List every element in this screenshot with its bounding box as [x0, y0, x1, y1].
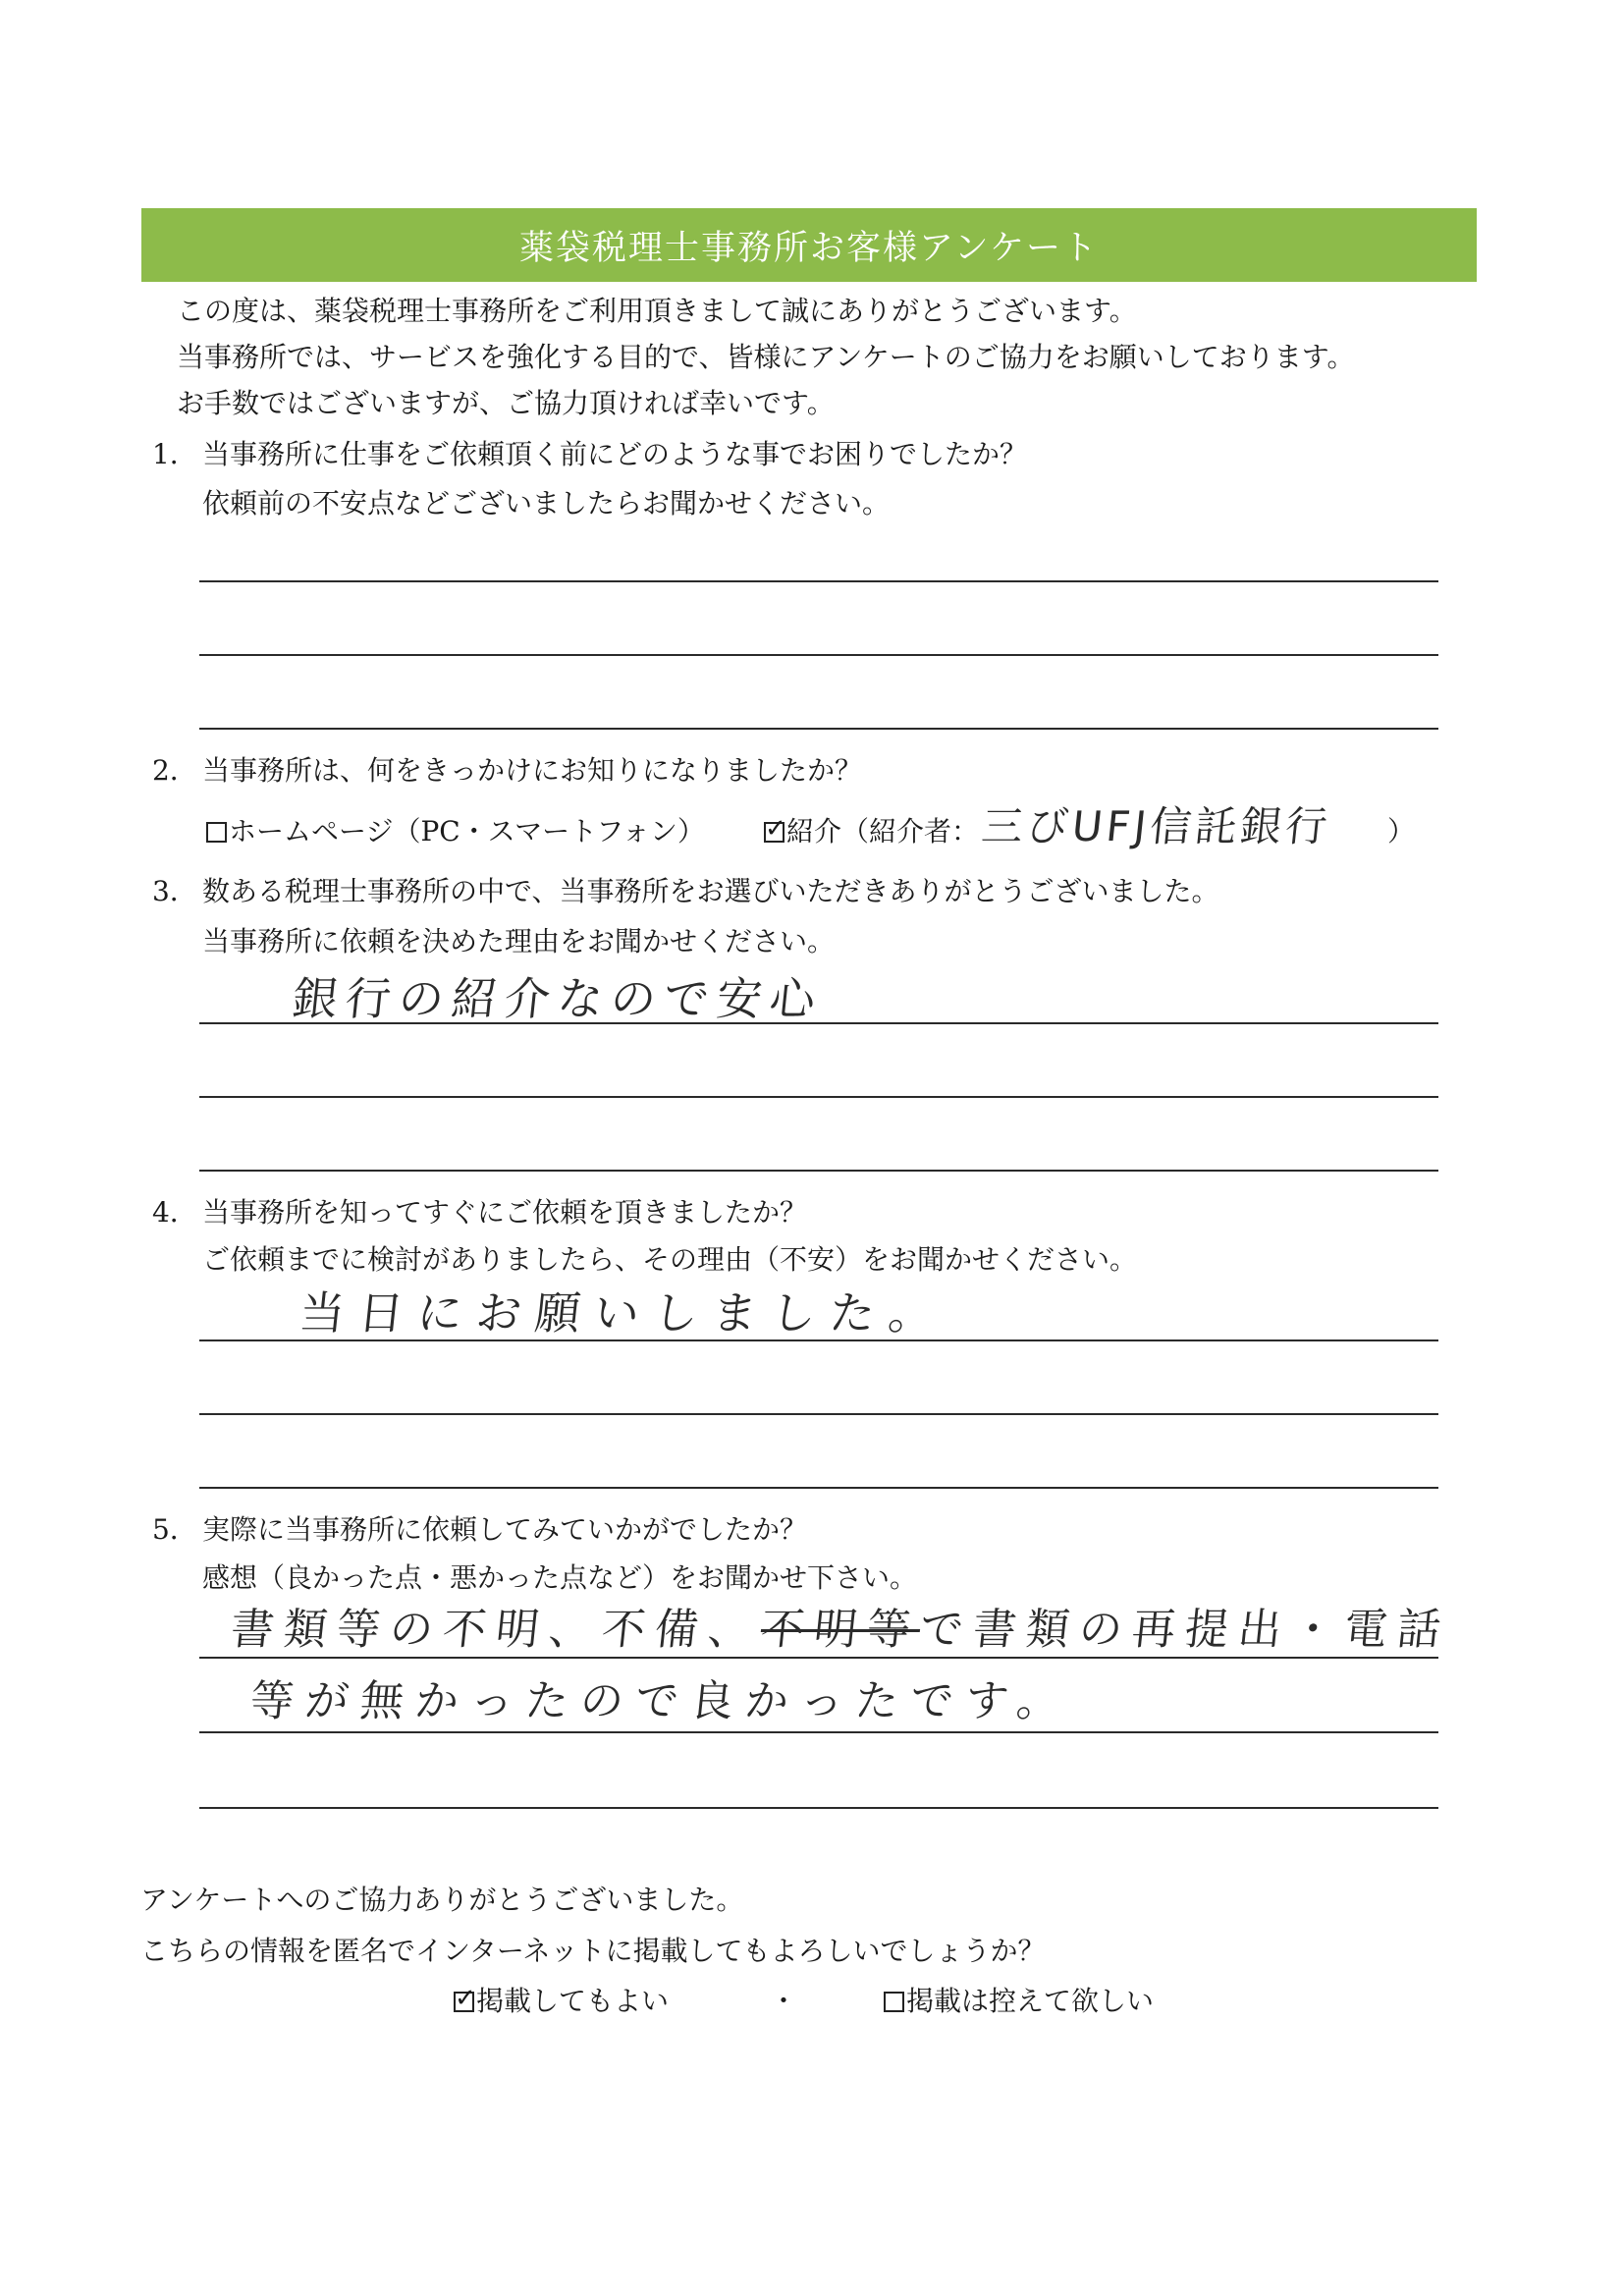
q1-answer-line-1: [199, 580, 1438, 582]
q5-answer-line-2: [199, 1731, 1438, 1733]
q3-answer-line-3: [199, 1170, 1438, 1172]
intro-line-1: この度は、薬袋税理士事務所をご利用頂きまして誠にありがとうございます。: [177, 295, 1137, 327]
intro-line-3: お手数ではございますが、ご協力頂ければ幸いです。: [177, 387, 835, 419]
closing-thanks: アンケートへのご協力ありがとうございました。: [140, 1884, 744, 1916]
q1-question: 当事務所に仕事をご依頼頂く前にどのような事でお困りでしたか？: [202, 438, 1028, 470]
q1-answer-line-2: [199, 654, 1438, 656]
q4-subquestion: ご依頼までに検討がありましたら、その理由（不安）をお聞かせください。: [202, 1243, 1138, 1276]
q5-answer-1a: 書類等の不明、不備、: [228, 1605, 764, 1655]
checkmark-icon: ✓: [455, 1984, 476, 2013]
referral-close-paren: ）: [1387, 815, 1416, 847]
option-separator: ・: [770, 1985, 798, 2017]
q3-answer-line-2: [199, 1096, 1438, 1098]
q1-subquestion: 依頼前の不安点などございましたらお聞かせください。: [202, 487, 891, 519]
q5-subquestion: 感想（良かった点・悪かった点など）をお聞かせ下さい。: [202, 1561, 918, 1594]
q5-answer-1b: で書類の再提出・電話: [917, 1605, 1453, 1655]
q2-option-referral[interactable]: [764, 815, 979, 848]
referral-label: 紹介（紹介者：: [786, 815, 980, 847]
q2-option-homepage[interactable]: [206, 815, 705, 848]
referrer-handwriting: 三びUFJ信託銀行: [979, 802, 1333, 850]
q5-number: 5．: [152, 1513, 197, 1546]
q1-number: 1．: [152, 438, 197, 470]
q5-answer-line-1: [199, 1657, 1438, 1659]
publish-ok-checkbox[interactable]: [454, 1984, 476, 2013]
homepage-checkbox[interactable]: [206, 822, 227, 843]
intro-line-2: 当事務所では、サービスを強化する目的で、皆様にアンケートのご協力をお願いしております。: [177, 341, 1355, 373]
q2-question: 当事務所は、何をきっかけにお知りになりましたか？: [202, 754, 863, 787]
q5-answer-handwriting-2: 等が無かったので良かったです。: [247, 1676, 1075, 1726]
q3-number: 3．: [152, 875, 197, 907]
q5-answer-handwriting-1: [228, 1604, 1453, 1657]
publish-ng-label: 掲載は控えて欲しい: [906, 1985, 1155, 2017]
homepage-label: ホームページ（PC・スマートフォン）: [229, 815, 705, 847]
q4-answer-line-2: [199, 1413, 1438, 1415]
publish-ng-option[interactable]: [884, 1985, 1154, 2018]
q4-answer-handwriting: 当日にお願いしました。: [297, 1286, 950, 1339]
q3-answer-line-1: [199, 1022, 1438, 1024]
survey-title: 薬袋税理士事務所お客様アンケート: [519, 228, 1099, 268]
publish-ok-label: 掲載してもよい: [476, 1985, 670, 2017]
q2-number: 2．: [152, 754, 197, 787]
q3-answer-handwriting: 銀行の紹介なので安心: [290, 972, 826, 1025]
referral-checkbox[interactable]: [764, 814, 786, 844]
q4-question: 当事務所を知ってすぐにご依頼を頂きましたか？: [202, 1196, 808, 1229]
q1-answer-line-3: [199, 728, 1438, 730]
q4-answer-line-3: [199, 1487, 1438, 1489]
q5-answer-line-3: [199, 1807, 1438, 1809]
q3-question: 数ある税理士事務所の中で、当事務所をお選びいただきありがとうございました。: [202, 875, 1219, 907]
q5-answer-struck: 不明等: [758, 1605, 923, 1655]
q3-subquestion: 当事務所に依頼を決めた理由をお聞かせください。: [202, 925, 836, 957]
checkmark-icon: ✓: [765, 814, 786, 844]
publish-ok-option[interactable]: [454, 1985, 669, 2018]
q5-question: 実際に当事務所に依頼してみていかがでしたか？: [202, 1513, 808, 1546]
publish-ng-checkbox[interactable]: [884, 1992, 904, 2012]
q4-answer-line-1: [199, 1339, 1438, 1341]
title-banner: [141, 208, 1477, 282]
closing-question: こちらの情報を匿名でインターネットに掲載してもよろしいでしょうか？: [140, 1935, 1046, 1967]
q4-number: 4．: [152, 1196, 197, 1229]
